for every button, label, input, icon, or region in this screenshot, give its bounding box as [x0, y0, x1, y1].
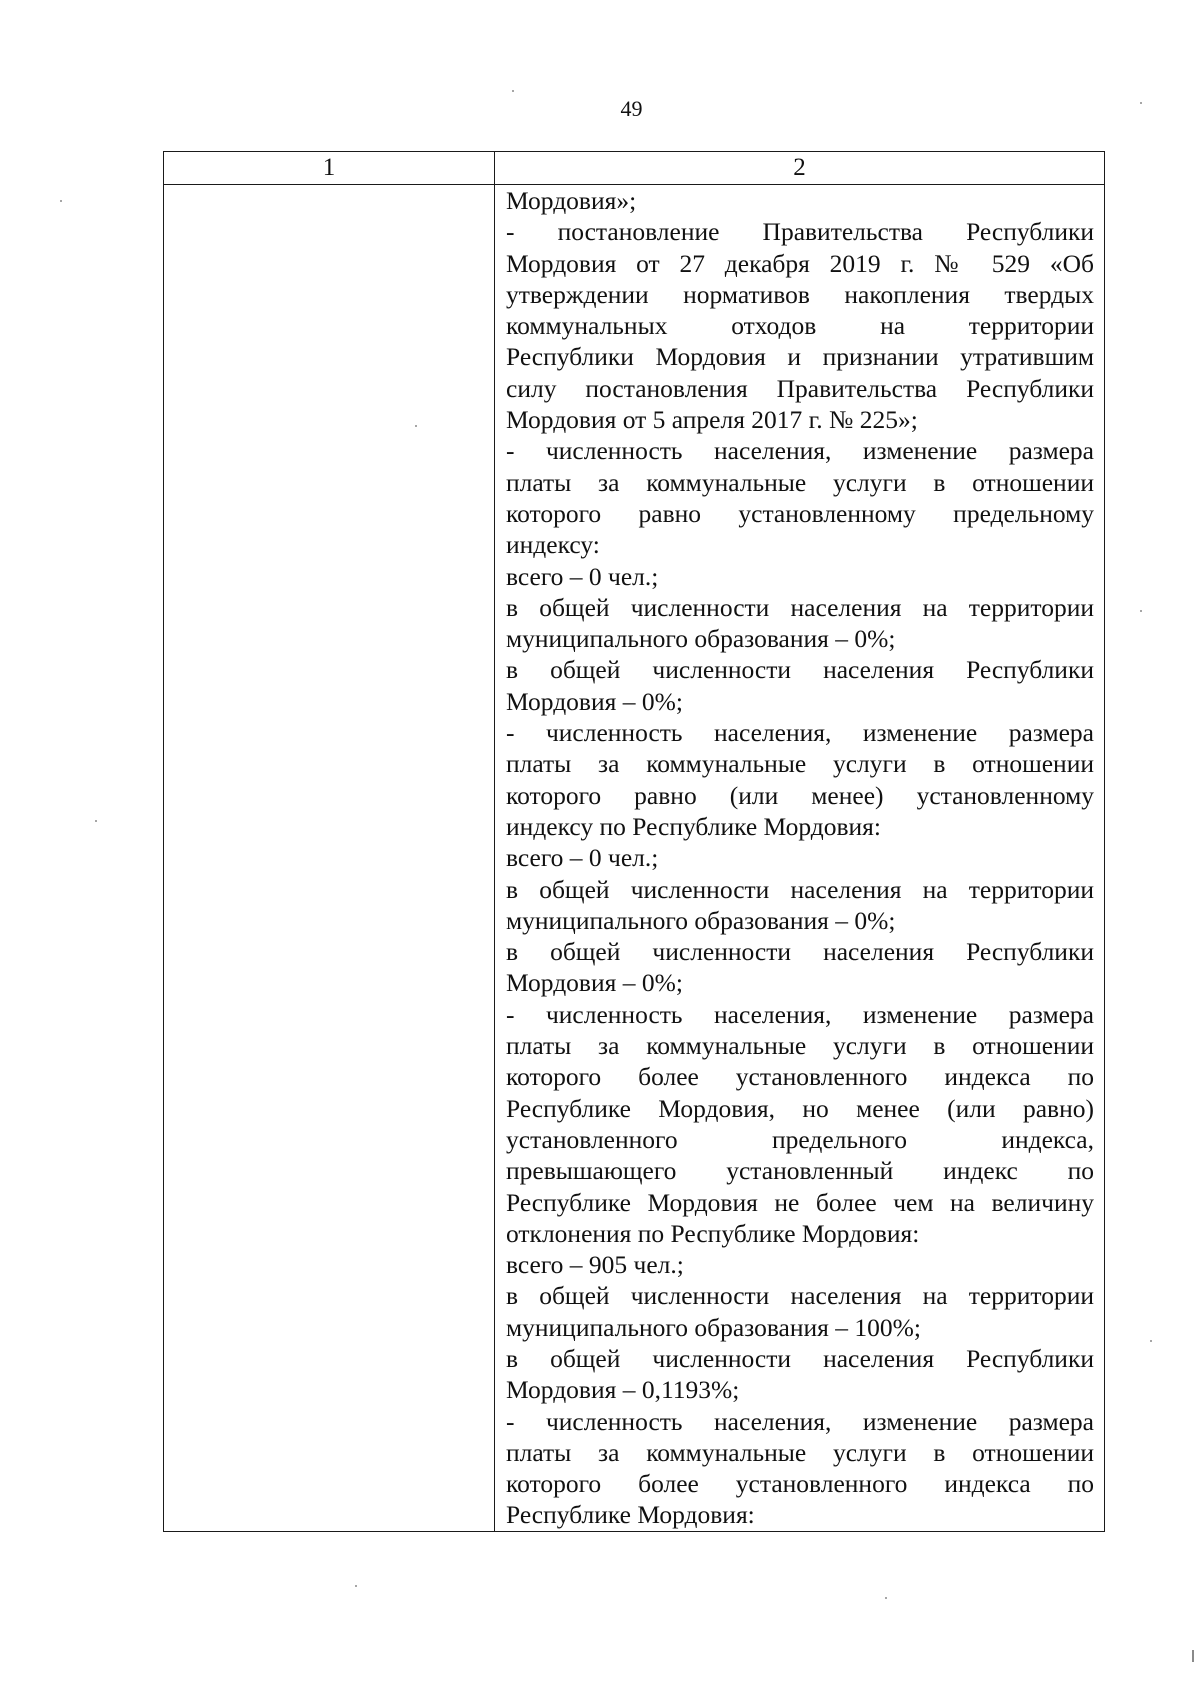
scan-speck: [60, 200, 62, 202]
text-line: индексу по Республике Мордовия:: [506, 811, 881, 841]
text-line: муниципального образования – 100%;: [506, 1312, 921, 1342]
text-line: Республике Мордовия не более чем на величину: [506, 1187, 1094, 1217]
text-line: муниципального образования – 0%;: [506, 624, 896, 654]
column-2-text: [495, 185, 1104, 1531]
text-line: Республике Мордовия, но менее (или равно): [506, 1093, 1094, 1123]
scan-speck: [95, 820, 97, 822]
text-line: - численность населения, изменение размера: [506, 1406, 1094, 1436]
text-line: силу постановления Правительства Республики: [506, 373, 1094, 403]
text-line: утверждении нормативов накопления твердых: [506, 279, 1094, 309]
scan-speck: [355, 1585, 357, 1587]
column-2-cell: [495, 185, 1105, 1532]
text-line: платы за коммунальные услуги в отношении: [506, 749, 1094, 779]
text-line: Мордовия – 0%;: [506, 686, 683, 716]
text-line: коммунальных отходов на территории: [506, 311, 1094, 341]
text-line: - численность населения, изменение размера: [506, 999, 1094, 1029]
text-line: всего – 0 чел.;: [506, 561, 659, 591]
text-line: которого равно (или менее) установленному: [506, 780, 1094, 810]
text-line: - численность населения, изменение размера: [506, 436, 1094, 466]
text-line: в общей численности населения на территории: [506, 874, 1094, 904]
text-line: всего – 905 чел.;: [506, 1250, 684, 1280]
text-line: в общей численности населения на территории: [506, 592, 1094, 622]
text-line: Мордовия от 5 апреля 2017 г. № 225»;: [506, 405, 918, 435]
text-line: в общей численности населения на территории: [506, 1281, 1094, 1311]
scan-speck: [1150, 1340, 1152, 1342]
text-line: Республики Мордовия и признании утратившим: [506, 342, 1094, 372]
scan-speck: [1140, 610, 1142, 612]
column-1-header: 1: [164, 152, 495, 185]
text-line: платы за коммунальные услуги в отношении: [506, 1437, 1094, 1467]
text-line: которого более установленного индекса по: [506, 1062, 1094, 1092]
text-line: Мордовия – 0%;: [506, 968, 683, 998]
scan-speck: [1140, 102, 1142, 104]
text-line: в общей численности населения Республики: [506, 1343, 1094, 1373]
text-line: Мордовия от 27 декабря 2019 г. № 529 «Об: [506, 248, 1094, 278]
table-body-row: [164, 185, 1105, 1532]
text-line: Мордовия»;: [506, 186, 637, 215]
text-line: муниципального образования – 0%;: [506, 905, 896, 935]
text-line: в общей численности населения Республики: [506, 655, 1094, 685]
document-table: [163, 151, 1105, 1532]
column-1-cell: [164, 185, 495, 1532]
scan-speck: [885, 1597, 887, 1599]
text-line: которого равно установленному предельному: [506, 498, 1094, 528]
text-line: которого более установленного индекса по: [506, 1469, 1094, 1499]
text-line: Республике Мордовия:: [506, 1500, 755, 1530]
text-line: платы за коммунальные услуги в отношении: [506, 1031, 1094, 1061]
scan-speck: [415, 425, 417, 427]
text-line: - численность населения, изменение размера: [506, 718, 1094, 748]
text-line: отклонения по Республике Мордовия:: [506, 1218, 920, 1248]
page-number: 49: [620, 96, 643, 121]
scan-speck: [1192, 1650, 1194, 1662]
column-2-header: 2: [495, 152, 1105, 185]
text-line: в общей численности населения Республики: [506, 937, 1094, 967]
text-line: индексу:: [506, 530, 600, 560]
text-line: платы за коммунальные услуги в отношении: [506, 467, 1094, 497]
text-line: Мордовия – 0,1193%;: [506, 1375, 740, 1405]
text-line: всего – 0 чел.;: [506, 843, 659, 873]
table-header-row: [164, 152, 1105, 185]
text-line: установленного предельного индекса,: [506, 1124, 1094, 1154]
scan-speck: [512, 90, 514, 92]
text-line: превышающего установленный индекс по: [506, 1156, 1094, 1186]
text-line: - постановление Правительства Республики: [506, 217, 1094, 247]
